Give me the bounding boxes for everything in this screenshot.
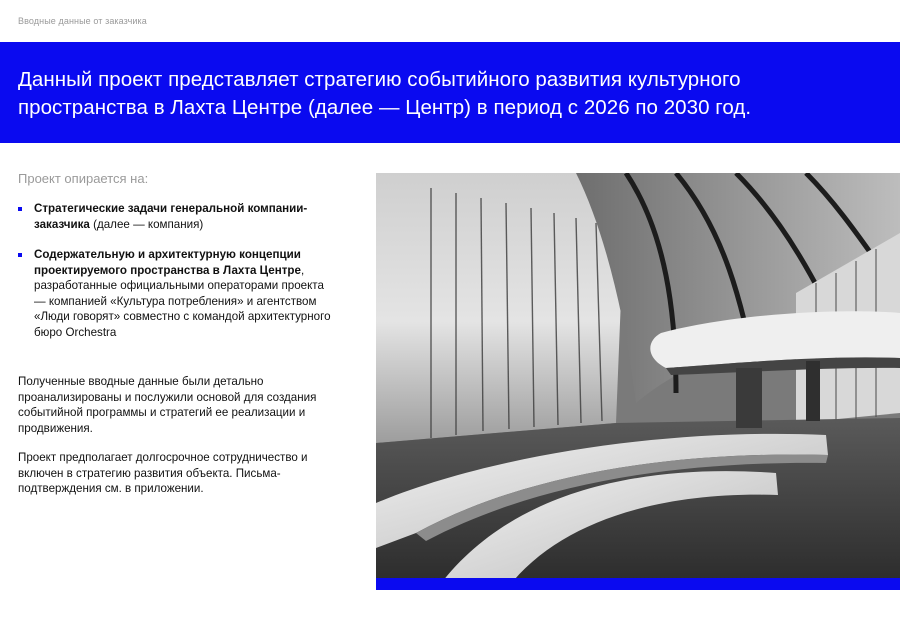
- page-title-line-2: пространства в Лахта Центре (далее — Центр) в период с 2026 по 2030 год.: [18, 96, 752, 119]
- page-title: [18, 66, 878, 122]
- bullet-marker: [18, 207, 22, 211]
- list-item: [18, 201, 338, 232]
- bullet-marker: [18, 253, 22, 257]
- photo-accent-bar: [376, 578, 900, 590]
- list-item-bold: Содержательную и архитектурную концепции проектируемого пространства в Лахта Центре: [34, 248, 301, 277]
- page-title-line-1: Данный проект представляет стратегию событийного развития культурного: [18, 68, 741, 91]
- list-item-text: , разработанные официальными операторами проекта — компанией «Культура потребления» и агентством «Люди говорят» совместно с командой архитектурного бюро Orchestra: [34, 263, 331, 339]
- cooperation-paragraph: Проект предполагает долгосрочное сотрудничество и включен в стратегию развития объекта. Письма-подтверждения см. в приложении.: [18, 451, 308, 495]
- basis-list: [18, 201, 338, 355]
- breadcrumb: Вводные данные от заказчика: [18, 16, 147, 26]
- interior-photo-illustration: [376, 173, 900, 590]
- interior-photo: [376, 173, 900, 590]
- analysis-paragraph: Полученные вводные данные были детально проанализированы и послужили основой для создания событийной программы и стратегий ее реализации и продвижения.: [18, 375, 317, 435]
- list-item-bold: Стратегические задачи генеральной компании-заказчика: [34, 202, 308, 231]
- list-item: [18, 247, 338, 340]
- lead-text: Проект опирается на:: [18, 171, 149, 186]
- list-item-text: (далее — компания): [89, 217, 204, 231]
